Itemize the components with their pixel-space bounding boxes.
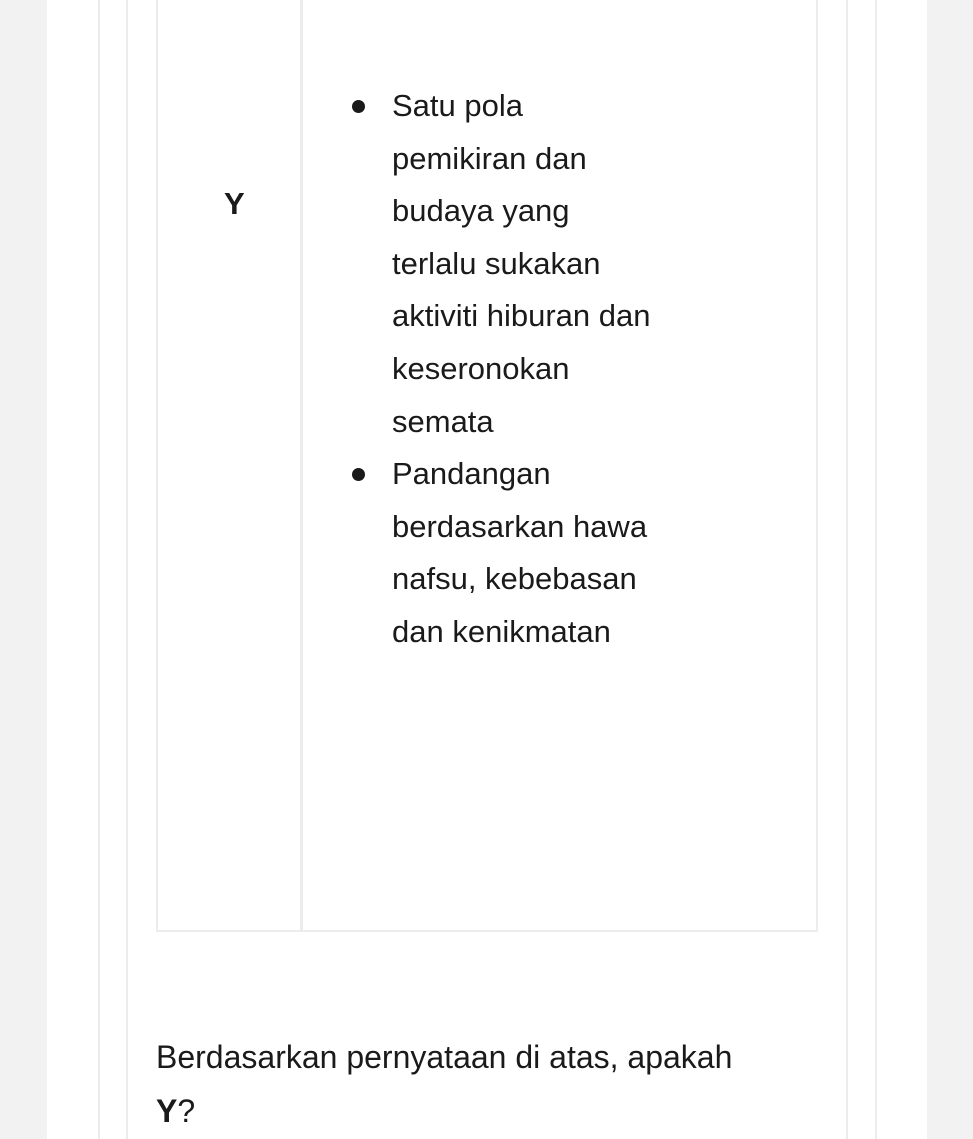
question-emphasis: Y [156, 1093, 178, 1129]
description-text: Pandangan berdasarkan hawa nafsu, kebebasan dan kenikmatan [392, 456, 648, 649]
description-text: Satu pola pemikiran dan budaya yang terlalu sukakan aktiviti hiburan dan keseronokan semata [392, 88, 651, 439]
question-table [156, 0, 818, 932]
row-label: Y [224, 186, 245, 221]
question-text [156, 1030, 816, 1138]
list-item [392, 80, 652, 448]
question-prompt: Berdasarkan pernyataan di atas, apakah [156, 1039, 733, 1075]
table-description-cell [306, 0, 816, 930]
question-suffix: ? [177, 1093, 196, 1129]
bullet-icon [352, 468, 365, 481]
bullet-icon [352, 100, 365, 113]
list-item [392, 448, 652, 658]
frame-divider-left [98, 0, 100, 1139]
table-label-cell [158, 0, 303, 930]
frame-divider-right [875, 0, 877, 1139]
description-list [392, 80, 652, 659]
